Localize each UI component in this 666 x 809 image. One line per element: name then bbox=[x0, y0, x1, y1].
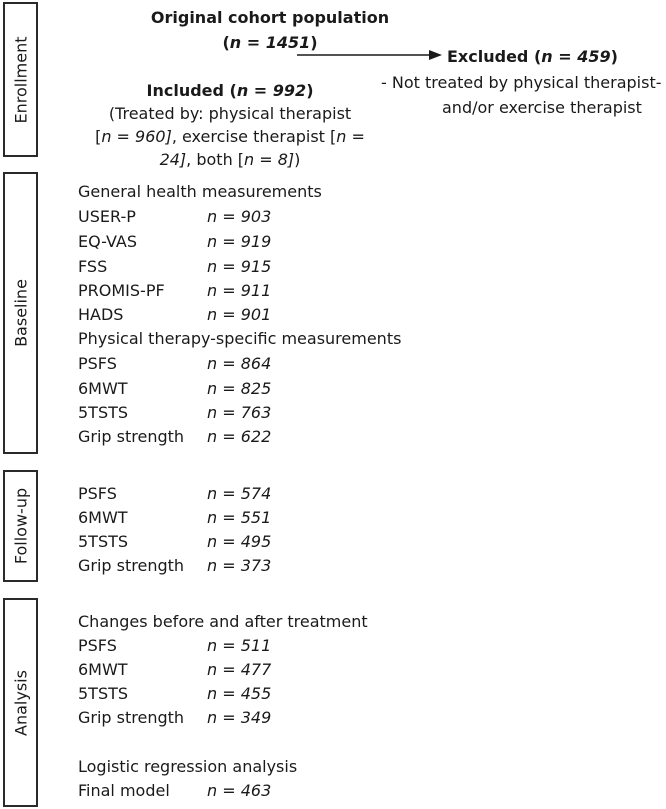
final-model-count: n = 463 bbox=[207, 781, 272, 800]
included-detail-line-3: 24], both [n = 8]) bbox=[159, 150, 301, 169]
measure-count: n = 919 bbox=[207, 232, 272, 251]
measure-label: Grip strength bbox=[78, 708, 185, 727]
phase-label-analysis: Analysis bbox=[11, 669, 30, 736]
measure-label: EQ-VAS bbox=[78, 232, 138, 251]
logistic-regression-header: Logistic regression analysis bbox=[78, 757, 298, 776]
measure-count: n = 763 bbox=[207, 403, 272, 422]
phase-label-enrollment: Enrollment bbox=[11, 36, 30, 123]
measure-count: n = 511 bbox=[207, 636, 272, 655]
included-n: n = 992 bbox=[236, 81, 307, 100]
measure-label: 5TSTS bbox=[78, 684, 129, 703]
original-cohort-n: n = 1451 bbox=[229, 33, 311, 52]
measure-label: Grip strength bbox=[78, 427, 185, 446]
final-model-label: Final model bbox=[78, 781, 170, 800]
measure-count: n = 349 bbox=[207, 708, 272, 727]
measure-label: 6MWT bbox=[78, 379, 128, 398]
included-title: Included (n = 992) bbox=[146, 81, 314, 100]
measure-count: n = 915 bbox=[207, 257, 272, 276]
measure-count: n = 574 bbox=[207, 484, 272, 503]
measure-label: FSS bbox=[78, 257, 108, 276]
measure-label: Grip strength bbox=[78, 556, 185, 575]
excluded-reason-line-2: and/or exercise therapist bbox=[442, 98, 642, 117]
measure-count: n = 903 bbox=[207, 207, 272, 226]
measure-label: PROMIS-PF bbox=[78, 281, 165, 300]
measure-label: 5TSTS bbox=[78, 403, 129, 422]
original-cohort-title: Original cohort population bbox=[150, 8, 390, 27]
changes-header: Changes before and after treatment bbox=[78, 612, 368, 631]
measure-count: n = 477 bbox=[207, 660, 272, 679]
measure-label: PSFS bbox=[78, 484, 117, 503]
phase-label-followup: Follow-up bbox=[11, 487, 30, 565]
measure-label: USER-P bbox=[78, 207, 136, 226]
measure-count: n = 373 bbox=[207, 556, 272, 575]
measure-count: n = 825 bbox=[207, 379, 272, 398]
included-detail-line-2: [n = 960], exercise therapist [n = bbox=[95, 127, 365, 146]
measure-label: 6MWT bbox=[78, 508, 128, 527]
included-detail-line-1: (Treated by: physical therapist bbox=[108, 104, 352, 123]
general-health-header: General health measurements bbox=[78, 182, 322, 201]
excluded-n: n = 459 bbox=[541, 47, 611, 66]
measure-count: n = 495 bbox=[207, 532, 272, 551]
measure-label: 6MWT bbox=[78, 660, 128, 679]
excluded-reason-line-1: - Not treated by physical therapist- bbox=[381, 73, 662, 92]
measure-count: n = 901 bbox=[207, 305, 272, 324]
measure-label: PSFS bbox=[78, 354, 117, 373]
excluded-title: Excluded (n = 459) bbox=[447, 47, 618, 66]
measure-count: n = 911 bbox=[207, 281, 272, 300]
measure-label: HADS bbox=[78, 305, 124, 324]
measure-label: PSFS bbox=[78, 636, 117, 655]
measure-count: n = 864 bbox=[207, 354, 272, 373]
original-cohort-count: (n = 1451) bbox=[222, 33, 318, 52]
measure-count: n = 551 bbox=[207, 508, 272, 527]
measure-label: 5TSTS bbox=[78, 532, 129, 551]
phase-label-baseline: Baseline bbox=[11, 279, 30, 347]
measure-count: n = 622 bbox=[207, 427, 272, 446]
measure-count: n = 455 bbox=[207, 684, 272, 703]
pt-specific-header: Physical therapy-specific measurements bbox=[78, 329, 402, 348]
